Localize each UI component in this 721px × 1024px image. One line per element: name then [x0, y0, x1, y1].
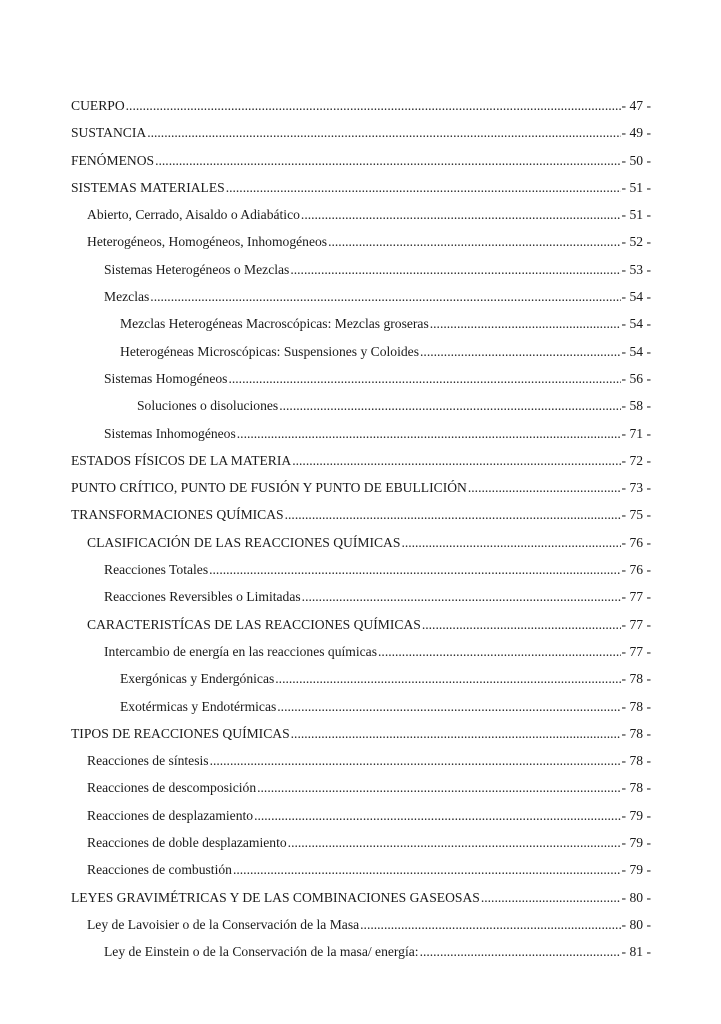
- toc-entry-page-number: - 72 -: [621, 452, 651, 468]
- dot-leader: [155, 147, 620, 174]
- toc-entry[interactable]: [71, 829, 651, 856]
- toc-entry[interactable]: [71, 228, 651, 255]
- toc-entry[interactable]: [71, 583, 651, 610]
- toc-entry-title: Heterogéneas Microscópicas: Suspensiones y Coloides: [120, 343, 420, 359]
- toc-entry[interactable]: [71, 92, 651, 119]
- toc-entry-title: SUSTANCIA: [71, 125, 147, 141]
- dot-leader: [378, 638, 621, 665]
- dot-leader: [420, 938, 621, 965]
- toc-entry-title: Reacciones de síntesis: [87, 753, 209, 769]
- toc-entry-title: TRANSFORMACIONES QUÍMICAS: [71, 507, 284, 523]
- toc-entry[interactable]: [71, 693, 651, 720]
- toc-entry[interactable]: [71, 501, 651, 528]
- table-of-contents: [71, 92, 651, 966]
- toc-entry-page-number: - 73 -: [621, 480, 651, 496]
- toc-entry[interactable]: [71, 447, 651, 474]
- toc-entry[interactable]: [71, 638, 651, 665]
- toc-entry-page-number: - 52 -: [621, 234, 651, 250]
- toc-entry-page-number: - 58 -: [621, 398, 651, 414]
- toc-entry-page-number: - 79 -: [621, 807, 651, 823]
- toc-entry-title: Reacciones Reversibles o Limitadas: [104, 589, 301, 605]
- dot-leader: [290, 256, 620, 283]
- toc-entry-title: Heterogéneos, Homogéneos, Inhomogéneos: [87, 234, 328, 250]
- toc-entry-title: Sistemas Homogéneos: [104, 370, 228, 386]
- dot-leader: [275, 665, 620, 692]
- toc-entry-title: CARACTERISTÍCAS DE LAS REACCIONES QUÍMICAS: [87, 616, 421, 632]
- toc-entry-page-number: - 80 -: [621, 889, 651, 905]
- toc-entry-page-number: - 49 -: [621, 125, 651, 141]
- toc-entry[interactable]: [71, 420, 651, 447]
- toc-entry[interactable]: [71, 611, 651, 638]
- toc-entry-page-number: - 71 -: [621, 425, 651, 441]
- toc-entry-title: TIPOS DE REACCIONES QUÍMICAS: [71, 725, 290, 741]
- toc-entry-page-number: - 56 -: [621, 370, 651, 386]
- toc-entry-title: PUNTO CRÍTICO, PUNTO DE FUSIÓN Y PUNTO DE EBULLICIÓN: [71, 480, 467, 496]
- dot-leader: [420, 338, 621, 365]
- dot-leader: [292, 447, 620, 474]
- toc-entry-page-number: - 54 -: [621, 343, 651, 359]
- toc-entry-title: Exotérmicas y Endotérmicas: [120, 698, 277, 714]
- dot-leader: [401, 529, 620, 556]
- toc-entry-title: Ley de Lavoisier o de la Conservación de la Masa: [87, 916, 360, 932]
- toc-entry[interactable]: [71, 310, 651, 337]
- toc-entry[interactable]: [71, 720, 651, 747]
- dot-leader: [209, 556, 620, 583]
- toc-entry-title: Abierto, Cerrado, Aisaldo o Adiabático: [87, 207, 300, 223]
- toc-entry-title: Ley de Einstein o de la Conservación de la masa/ energía:: [104, 944, 419, 960]
- toc-entry[interactable]: [71, 884, 651, 911]
- dot-leader: [210, 747, 621, 774]
- toc-entry[interactable]: [71, 147, 651, 174]
- dot-leader: [126, 92, 621, 119]
- toc-entry[interactable]: [71, 802, 651, 829]
- toc-entry-page-number: - 51 -: [621, 207, 651, 223]
- toc-entry-title: Exergónicas y Endergónicas: [120, 671, 275, 687]
- toc-entry[interactable]: [71, 747, 651, 774]
- toc-entry-title: Sistemas Heterogéneos o Mezclas: [104, 261, 290, 277]
- toc-entry[interactable]: [71, 938, 651, 965]
- toc-entry-title: FENÓMENOS: [71, 152, 155, 168]
- toc-entry[interactable]: [71, 283, 651, 310]
- dot-leader: [237, 420, 621, 447]
- dot-leader: [288, 829, 621, 856]
- toc-entry[interactable]: [71, 911, 651, 938]
- toc-entry[interactable]: [71, 665, 651, 692]
- dot-leader: [301, 201, 621, 228]
- dot-leader: [302, 583, 621, 610]
- toc-entry-page-number: - 51 -: [621, 179, 651, 195]
- dot-leader: [328, 228, 620, 255]
- toc-entry-title: Reacciones de descomposición: [87, 780, 257, 796]
- dot-leader: [257, 774, 620, 801]
- toc-entry-title: CUERPO: [71, 98, 125, 113]
- dot-leader: [430, 310, 621, 337]
- dot-leader: [147, 119, 620, 146]
- toc-entry-title: SISTEMAS MATERIALES: [71, 179, 225, 195]
- toc-entry-title: Intercambio de energía en las reacciones químicas: [104, 643, 378, 659]
- toc-entry-title: Sistemas Inhomogéneos: [104, 425, 236, 441]
- dot-leader: [233, 856, 621, 883]
- dot-leader: [150, 283, 620, 310]
- toc-entry-page-number: - 53 -: [621, 261, 651, 277]
- toc-entry-title: Reacciones de combustión: [87, 862, 232, 878]
- toc-entry-page-number: - 76 -: [621, 534, 651, 550]
- dot-leader: [254, 802, 620, 829]
- toc-entry-page-number: - 81 -: [621, 944, 651, 960]
- toc-entry[interactable]: [71, 201, 651, 228]
- toc-entry[interactable]: [71, 774, 651, 801]
- toc-entry-page-number: - 78 -: [621, 698, 651, 714]
- toc-entry[interactable]: [71, 338, 651, 365]
- toc-entry-page-number: - 80 -: [621, 916, 651, 932]
- toc-entry-page-number: - 76 -: [621, 562, 651, 578]
- toc-entry[interactable]: [71, 256, 651, 283]
- toc-entry[interactable]: [71, 119, 651, 146]
- toc-entry[interactable]: [71, 174, 651, 201]
- toc-entry-title: Soluciones o disoluciones: [137, 398, 279, 414]
- toc-entry[interactable]: [71, 474, 651, 501]
- dot-leader: [285, 501, 621, 528]
- toc-entry-title: LEYES GRAVIMÉTRICAS Y DE LAS COMBINACIONES GASEOSAS: [71, 889, 480, 905]
- toc-entry-page-number: - 54 -: [621, 316, 651, 332]
- toc-entry-page-number: - 78 -: [621, 753, 651, 769]
- dot-leader: [422, 611, 621, 638]
- dot-leader: [279, 392, 620, 419]
- toc-entry-page-number: - 78 -: [621, 671, 651, 687]
- toc-entry-page-number: - 50 -: [621, 152, 651, 168]
- dot-leader: [481, 884, 621, 911]
- toc-entry[interactable]: [71, 529, 651, 556]
- toc-entry[interactable]: [71, 856, 651, 883]
- toc-entry-page-number: - 77 -: [621, 616, 651, 632]
- toc-entry-title: Reacciones de desplazamiento: [87, 807, 254, 823]
- dot-leader: [291, 720, 621, 747]
- toc-entry-title: Mezclas: [104, 289, 150, 305]
- toc-entry-page-number: - 75 -: [621, 507, 651, 523]
- toc-entry[interactable]: [71, 392, 651, 419]
- toc-entry-title: CLASIFICACIÓN DE LAS REACCIONES QUÍMICAS: [87, 534, 401, 550]
- toc-entry-page-number: - 47 -: [621, 98, 651, 113]
- toc-entry-title: Reacciones Totales: [104, 562, 209, 578]
- toc-entry-page-number: - 79 -: [621, 835, 651, 851]
- dot-leader: [226, 174, 621, 201]
- toc-entry-page-number: - 77 -: [621, 643, 651, 659]
- toc-entry-page-number: - 78 -: [621, 725, 651, 741]
- toc-entry-page-number: - 78 -: [621, 780, 651, 796]
- toc-entry-page-number: - 79 -: [621, 862, 651, 878]
- toc-entry-title: Mezclas Heterogéneas Macroscópicas: Mezclas groseras: [120, 316, 429, 332]
- toc-entry-page-number: - 77 -: [621, 589, 651, 605]
- dot-leader: [228, 365, 620, 392]
- toc-entry[interactable]: [71, 556, 651, 583]
- dot-leader: [277, 693, 620, 720]
- dot-leader: [468, 474, 621, 501]
- toc-entry-title: ESTADOS FÍSICOS DE LA MATERIA: [71, 452, 292, 468]
- dot-leader: [360, 911, 620, 938]
- toc-entry-page-number: - 54 -: [621, 289, 651, 305]
- toc-entry-title: Reacciones de doble desplazamiento: [87, 835, 287, 851]
- toc-entry[interactable]: [71, 365, 651, 392]
